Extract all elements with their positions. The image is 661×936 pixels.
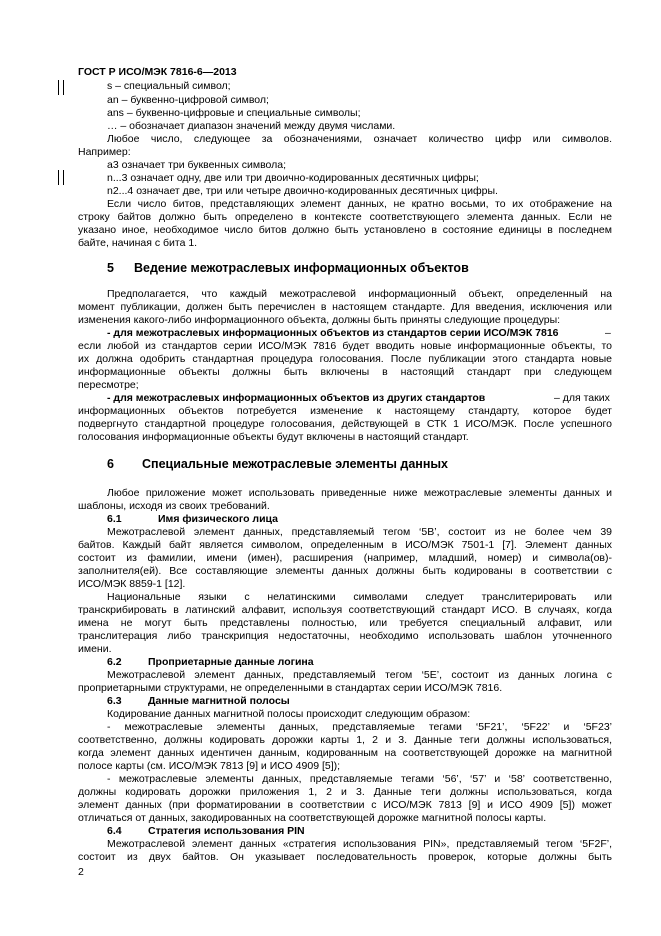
text-line: указано иное, необходимое число битов должно быть установлено в состояние единицы в последнем — [78, 224, 612, 236]
subsection-number: 6.1 — [107, 513, 122, 525]
list-item-bold: - для межотраслевых информационных объектов из других стандартов — [107, 392, 486, 404]
text-line: Межотраслевой элемент данных, представляемый тегом ‘5B’, состоит из не более чем 39 — [107, 526, 612, 538]
text-line: ans – буквенно-цифровые и специальные символы; — [107, 107, 361, 119]
text-line: подвергнуто стандартной процедуре голосования, действующей в СТК 1 ИСО/МЭК. После успешного — [78, 418, 612, 430]
text-line: должны кодировать дорожки приложения 1, 2 и 3. Данные теги должны использоваться, когда — [78, 786, 612, 798]
text-line: ИСО/МЭК 8859-1 [12]. — [78, 578, 186, 590]
text-line: голосования информационные объекты будут включены в настоящий стандарт. — [78, 431, 469, 443]
text-line: полосе карты (см. ИСО/МЭК 7813 [9] и ИСО 4909 [5]); — [78, 760, 341, 772]
text-line: проприетарными структурами, не определенными в стандартах серии ИСО/МЭК 7816. — [78, 682, 503, 694]
text-line: состоит из фамилии, имени (имен), расширения (например, младший, номер) и символа(ов)- — [78, 552, 612, 564]
subsection-number: 6.3 — [107, 695, 122, 707]
text-line: строку байтов должно быть определено в контексте соответствующего элемента данных. Если не — [78, 211, 612, 223]
change-bar — [58, 80, 59, 95]
text-line: их должна одобрить стандартная процедура голосования. После публикации этого стандарта новые — [78, 353, 612, 365]
text-line: состоит из двух байтов. Он указывает последовательность проверок, которые должны быть — [78, 851, 612, 863]
text-line: байте, начиная с бита 1. — [78, 237, 198, 249]
section-title: Ведение межотраслевых информационных объектов — [134, 261, 469, 275]
list-item-bold: - для межотраслевых информационных объектов из стандартов серии ИСО/МЭК 7816 — [107, 327, 559, 339]
text-line: момент публикации, должен быть перечислен в настоящем стандарте. Для введения, исключения или — [78, 301, 612, 313]
text-line: - межотраслевые элементы данных, представляемые тегами ‘5F21’, ‘5F22’ и ‘5F23’ — [107, 721, 612, 733]
text-line: транслитерация либо транскрипция недостаточны, необходимо использовать шаблон уточненного — [78, 630, 612, 642]
text-line: Национальные языки с нелатинскими символами следует транслитерировать или — [107, 591, 612, 603]
subsection-title: Проприетарные данные логина — [148, 656, 314, 668]
text-line: байтов. Каждый байт является символом, определенным в ИСО/МЭК 7501-1 [7]. Элемент данных — [78, 539, 612, 551]
section-title: Специальные межотраслевые элементы данных — [142, 457, 448, 471]
text-line: если любой из стандартов серии ИСО/МЭК 7816 будет вводить новые информационные объекты, то — [78, 340, 612, 352]
text-line: Межотраслевой элемент данных «стратегия использования PIN», представляемый тегом ‘5F2F’, — [107, 838, 612, 850]
subsection-number: 6.4 — [107, 825, 122, 837]
page-header: ГОСТ Р ИСО/МЭК 7816-6—2013 — [78, 66, 237, 78]
text-line: Например: — [78, 146, 131, 158]
text-line: транскрибировать в латинский алфавит, используя соответствующий стандарт ИСО. В случаях, когда — [78, 604, 612, 616]
text-line: соответственно, должны кодировать дорожки карты 1, 2 и 3. Данные теги должны использоваться, — [78, 734, 612, 746]
change-bar — [63, 170, 64, 185]
text-line: имена не могут быть представлены полностью, или требуется специальный алфавит, или — [78, 617, 612, 629]
subsection-number: 6.2 — [107, 656, 122, 668]
text-line: – — [605, 327, 611, 339]
change-bar — [58, 170, 59, 185]
text-line: отличаться от данных, закодированных на соответствующей дорожке магнитной полосы карты. — [78, 812, 547, 824]
text-line: Любое приложение может использовать приведенные ниже межотраслевые элементы данных и — [107, 487, 612, 499]
text-line: шаблоны, исходя из своих требований. — [78, 500, 270, 512]
text-line: Любое число, следующее за обозначениями, означает количество цифр или символов. — [107, 133, 612, 145]
text-line: – для таких — [554, 392, 610, 404]
subsection-title: Стратегия использования PIN — [148, 825, 305, 837]
text-line: элемент данных (при форматировании в соответствии с ИСО/МЭК 7813 [9] и ИСО 4909 [5]) может — [78, 799, 612, 811]
text-line: заполнителя(ей). Все составляющие элементы данных должны быть кодированы в соответствии с — [78, 565, 612, 577]
page-number: 2 — [78, 866, 84, 878]
text-line: Предполагается, что каждый межотраслевой информационный объект, определенный на — [107, 288, 612, 300]
text-line: Межотраслевой элемент данных, представляемый тегом ‘5E’, состоит из данных логина с — [107, 669, 612, 681]
text-line: имени. — [78, 643, 112, 655]
section-number: 6 — [107, 457, 114, 471]
subsection-title: Имя физического лица — [158, 513, 278, 525]
text-line: изменения какого-либо информационного объекта, должны быть приняты следующие процедуры: — [78, 314, 561, 326]
text-line: информационные объекты должны быть включены в настоящий стандарт при следующем — [78, 366, 612, 378]
text-line: Кодирование данных магнитной полосы происходит следующим образом: — [107, 708, 471, 720]
text-line: пересмотре; — [78, 379, 139, 391]
text-line: Если число битов, представляющих элемент данных, не кратно восьми, то их отображение на — [107, 198, 612, 210]
text-line: n2...4 означает две, три или четыре двоично-кодированных десятичных цифры. — [107, 185, 498, 197]
text-line: n...3 означает одну, две или три двоично-кодированных десятичных цифры; — [107, 172, 479, 184]
text-line: когда элемент данных идентичен данным, кодированным на соответствующей дорожке на магнитной — [78, 747, 612, 759]
subsection-title: Данные магнитной полосы — [148, 695, 290, 707]
text-line: … – обозначает диапазон значений между двумя числами. — [107, 120, 396, 132]
change-bar — [63, 80, 64, 95]
section-number: 5 — [107, 261, 114, 275]
text-line: а3 означает три буквенных символа; — [107, 159, 287, 171]
text-line: an – буквенно-цифровой символ; — [107, 94, 269, 106]
text-line: информационных объектов потребуется изменение к настоящему стандарту, которое будет — [78, 405, 612, 417]
text-line: s – специальный символ; — [107, 80, 231, 92]
text-line: - межотраслевые элементы данных, представляемые тегами ‘56’, ‘57’ и ‘58’ соответственно, — [107, 773, 612, 785]
